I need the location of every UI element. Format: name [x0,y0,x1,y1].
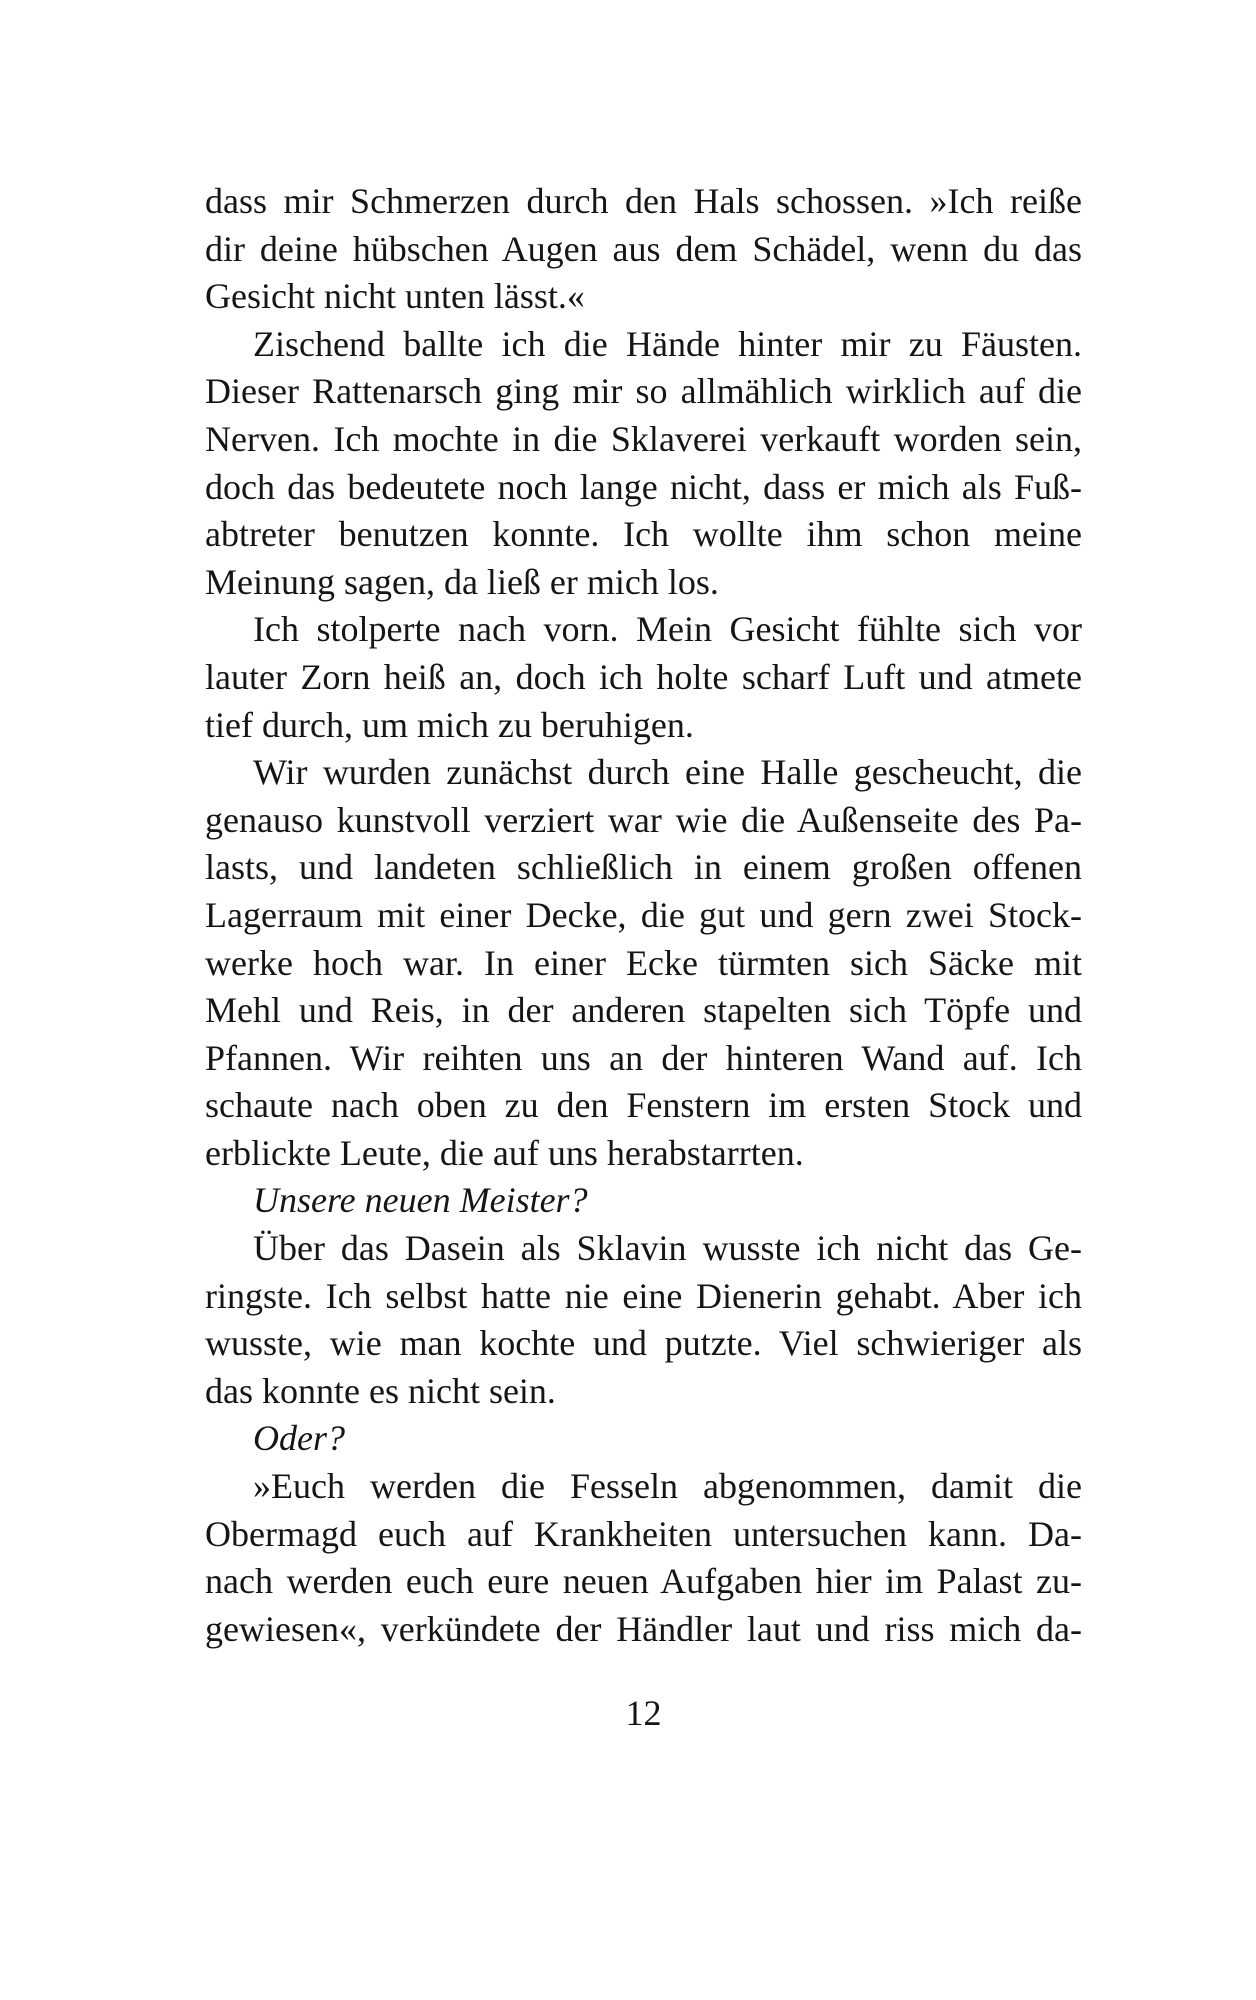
text-line: nach werden euch eure neuen Aufgaben hier im Palast zu- [205,1561,1082,1602]
text-line: abtreter benutzen konnte. Ich wollte ihm schon meine [205,514,1082,555]
text-line: ringste. Ich selbst hatte nie eine Dienerin gehabt. Aber ich [205,1275,1082,1316]
text-line: schaute nach oben zu den Fenstern im ersten Stock und [205,1085,1082,1126]
text-line: dir deine hübschen Augen aus dem Schädel, wenn du das [205,228,1082,269]
text-block [205,178,1082,1653]
text-line: Nerven. Ich mochte in die Sklaverei verkauft worden sein, [205,418,1082,459]
text-line: tief durch, um mich zu beruhigen. [205,704,694,745]
text-line: wusste, wie man kochte und putzte. Viel schwieriger als [205,1323,1082,1364]
text-line: erblickte Leute, die auf uns herabstarrten. [205,1132,804,1173]
text-line: gewiesen«, verkündete der Händler laut und riss mich da- [205,1608,1082,1649]
text-line: lasts, und landeten schließlich in einem großen offenen [205,847,1082,888]
text-line: lauter Zorn heiß an, doch ich holte scharf Luft und atmete [205,656,1082,697]
text-line: das konnte es nicht sein. [205,1370,556,1411]
text-line: Unsere neuen Meister? [253,1180,588,1221]
text-line: Lagerraum mit einer Decke, die gut und gern zwei Stock- [205,894,1082,935]
text-line: dass mir Schmerzen durch den Hals schossen. »Ich reiße [205,181,1082,221]
text-line: Gesicht nicht unten lässt.« [205,276,585,317]
text-line: »Euch werden die Fesseln abgenommen, damit die [253,1466,1082,1507]
text-line: Obermagd euch auf Krankheiten untersuchen kann. Da- [205,1513,1082,1554]
text-line: Pfannen. Wir reihten uns an der hinteren Wand auf. Ich [205,1037,1082,1078]
text-line: doch das bedeutete noch lange nicht, dass er mich als Fuß- [205,466,1082,507]
text-line: Oder? [253,1418,345,1459]
text-line: Zischend ballte ich die Hände hinter mir zu Fäusten. [253,323,1082,364]
text-line: Wir wurden zunächst durch eine Halle gescheucht, die [253,752,1082,793]
text-line: Mehl und Reis, in der anderen stapelten sich Töpfe und [205,990,1082,1031]
text-line: Meinung sagen, da ließ er mich los. [205,561,719,602]
text-line: Über das Dasein als Sklavin wusste ich nicht das Ge- [253,1228,1082,1269]
text-line: Ich stolperte nach vorn. Mein Gesicht fühlte sich vor [253,609,1082,650]
text-line: werke hoch war. In einer Ecke türmten sich Säcke mit [205,942,1082,983]
text-line: Dieser Rattenarsch ging mir so allmählich wirklich auf die [205,371,1082,412]
page-number: 12 [625,1693,662,1733]
text-line: genauso kunstvoll verziert war wie die Außenseite des Pa- [205,799,1082,840]
